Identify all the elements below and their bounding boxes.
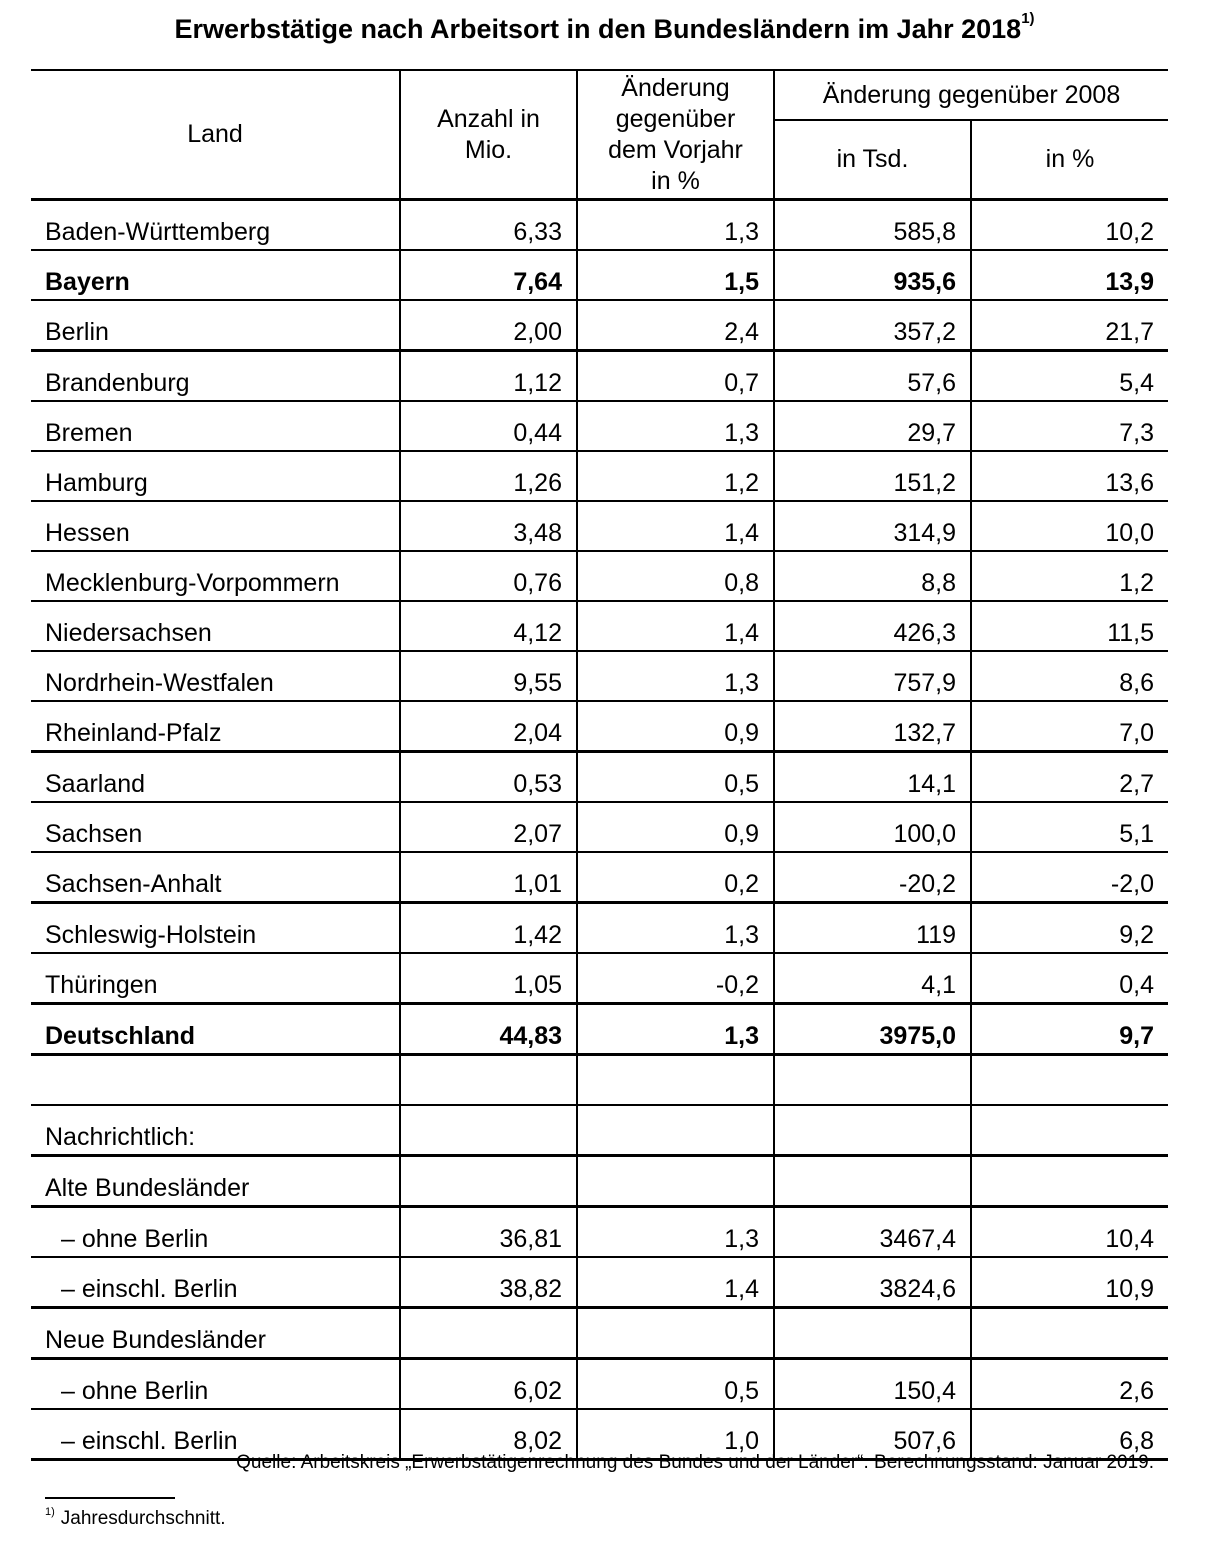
cell-vorjahr: 1,4 (577, 601, 774, 651)
header-pct: in % (971, 120, 1168, 200)
cell-anzahl: 1,26 (400, 451, 577, 501)
cell-land: Schleswig-Holstein (31, 903, 400, 954)
cell-vorjahr: 0,9 (577, 701, 774, 752)
cell-pct: 7,0 (971, 701, 1168, 752)
cell-pct: 13,6 (971, 451, 1168, 501)
table-row (31, 802, 1168, 852)
cell-vorjahr: 1,4 (577, 501, 774, 551)
cell-anzahl (400, 1156, 577, 1207)
cell-tsd: 14,1 (774, 752, 971, 803)
cell-tsd: 100,0 (774, 802, 971, 852)
footnote (45, 1508, 226, 1530)
cell-land: Nordrhein-Westfalen (31, 651, 400, 701)
table-row (31, 300, 1168, 351)
cell-vorjahr: -0,2 (577, 953, 774, 1004)
cell-pct: 10,9 (971, 1257, 1168, 1308)
table-row (31, 250, 1168, 300)
cell-anzahl: 0,44 (400, 401, 577, 451)
alte-ohne-row (31, 1207, 1168, 1258)
cell-tsd: 3975,0 (774, 1004, 971, 1055)
cell-pct: 8,6 (971, 651, 1168, 701)
title-text: Erwerbstätige nach Arbeitsort in den Bundesländern im Jahr 2018 (174, 14, 1022, 44)
cell-land: Sachsen (31, 802, 400, 852)
empty-row (31, 1055, 1168, 1106)
cell-tsd: 29,7 (774, 401, 971, 451)
cell-vorjahr: 0,5 (577, 1359, 774, 1410)
cell-tsd: 507,6 (774, 1409, 971, 1460)
page-title (0, 10, 1209, 45)
table-row (31, 953, 1168, 1004)
cell-land: – einschl. Berlin (31, 1257, 400, 1308)
cell-land: Neue Bundesländer (31, 1308, 400, 1359)
table-row (31, 752, 1168, 803)
table-row (31, 903, 1168, 954)
cell-anzahl: 2,04 (400, 701, 577, 752)
title-footnote-marker: 1) (1021, 10, 1035, 27)
table-body (31, 200, 1168, 1460)
cell-vorjahr: 2,4 (577, 300, 774, 351)
cell-pct: 2,7 (971, 752, 1168, 803)
cell-tsd: 357,2 (774, 300, 971, 351)
cell-tsd: 3824,6 (774, 1257, 971, 1308)
cell-anzahl: 0,53 (400, 752, 577, 803)
cell-anzahl: 8,02 (400, 1409, 577, 1460)
header-group-2008: Änderung gegenüber 2008 (774, 70, 1168, 120)
cell-land: Bremen (31, 401, 400, 451)
cell-anzahl: 38,82 (400, 1257, 577, 1308)
employment-table (31, 69, 1168, 1461)
cell-pct: 10,0 (971, 501, 1168, 551)
cell-vorjahr (577, 1105, 774, 1156)
cell-pct (971, 1156, 1168, 1207)
cell-anzahl: 6,33 (400, 200, 577, 251)
cell-tsd: -20,2 (774, 852, 971, 903)
cell-pct: -2,0 (971, 852, 1168, 903)
cell-pct: 13,9 (971, 250, 1168, 300)
cell-land: Hamburg (31, 451, 400, 501)
cell-tsd: 132,7 (774, 701, 971, 752)
cell-tsd (774, 1055, 971, 1106)
cell-pct: 10,4 (971, 1207, 1168, 1258)
total-row (31, 1004, 1168, 1055)
cell-vorjahr: 1,2 (577, 451, 774, 501)
cell-tsd (774, 1156, 971, 1207)
cell-anzahl: 1,01 (400, 852, 577, 903)
cell-tsd: 151,2 (774, 451, 971, 501)
cell-land: – ohne Berlin (31, 1359, 400, 1410)
cell-anzahl: 3,48 (400, 501, 577, 551)
table-row (31, 651, 1168, 701)
cell-anzahl: 4,12 (400, 601, 577, 651)
cell-land: Nachrichtlich: (31, 1105, 400, 1156)
cell-anzahl: 36,81 (400, 1207, 577, 1258)
cell-vorjahr: 0,5 (577, 752, 774, 803)
footnote-text: Jahresdurchschnitt. (60, 1508, 226, 1529)
cell-land (31, 1055, 400, 1106)
cell-vorjahr (577, 1156, 774, 1207)
cell-anzahl (400, 1308, 577, 1359)
cell-vorjahr: 1,3 (577, 1004, 774, 1055)
table-row (31, 401, 1168, 451)
cell-vorjahr (577, 1055, 774, 1106)
cell-pct (971, 1055, 1168, 1106)
header-vorjahr: Änderung gegenüber dem Vorjahr in % (577, 70, 774, 200)
cell-tsd (774, 1105, 971, 1156)
cell-vorjahr: 0,9 (577, 802, 774, 852)
cell-vorjahr: 0,8 (577, 551, 774, 601)
cell-pct: 11,5 (971, 601, 1168, 651)
table-row (31, 601, 1168, 651)
header-anzahl: Anzahl in Mio. (400, 70, 577, 200)
cell-anzahl: 1,12 (400, 351, 577, 402)
cell-pct (971, 1308, 1168, 1359)
cell-vorjahr: 0,7 (577, 351, 774, 402)
cell-land: Baden-Württemberg (31, 200, 400, 251)
cell-tsd: 935,6 (774, 250, 971, 300)
cell-land: – einschl. Berlin (31, 1409, 400, 1460)
table-row (31, 451, 1168, 501)
cell-anzahl: 1,05 (400, 953, 577, 1004)
cell-land: Sachsen-Anhalt (31, 852, 400, 903)
cell-anzahl: 7,64 (400, 250, 577, 300)
cell-land: Berlin (31, 300, 400, 351)
table-row (31, 501, 1168, 551)
cell-pct: 2,6 (971, 1359, 1168, 1410)
cell-tsd: 314,9 (774, 501, 971, 551)
cell-tsd: 3467,4 (774, 1207, 971, 1258)
cell-tsd: 57,6 (774, 351, 971, 402)
table-row (31, 701, 1168, 752)
cell-land: Mecklenburg-Vorpommern (31, 551, 400, 601)
cell-land: Hessen (31, 501, 400, 551)
table-row (31, 200, 1168, 251)
cell-tsd (774, 1308, 971, 1359)
cell-tsd: 8,8 (774, 551, 971, 601)
cell-anzahl: 44,83 (400, 1004, 577, 1055)
alte-einschl-row (31, 1257, 1168, 1308)
cell-vorjahr: 1,3 (577, 401, 774, 451)
footnote-divider (45, 1497, 175, 1499)
cell-vorjahr: 1,5 (577, 250, 774, 300)
cell-tsd: 426,3 (774, 601, 971, 651)
cell-tsd: 4,1 (774, 953, 971, 1004)
cell-vorjahr: 1,3 (577, 200, 774, 251)
cell-anzahl: 2,07 (400, 802, 577, 852)
cell-anzahl: 2,00 (400, 300, 577, 351)
cell-pct (971, 1105, 1168, 1156)
alte-label-row (31, 1156, 1168, 1207)
cell-land: Alte Bundesländer (31, 1156, 400, 1207)
cell-land: Niedersachsen (31, 601, 400, 651)
cell-tsd: 150,4 (774, 1359, 971, 1410)
neue-label-row (31, 1308, 1168, 1359)
table-row (31, 351, 1168, 402)
cell-land: Brandenburg (31, 351, 400, 402)
cell-land: Deutschland (31, 1004, 400, 1055)
cell-land: Bayern (31, 250, 400, 300)
cell-vorjahr (577, 1308, 774, 1359)
cell-vorjahr: 0,2 (577, 852, 774, 903)
cell-anzahl: 0,76 (400, 551, 577, 601)
neue-ohne-row (31, 1359, 1168, 1410)
cell-pct: 6,8 (971, 1409, 1168, 1460)
cell-pct: 21,7 (971, 300, 1168, 351)
header-tsd: in Tsd. (774, 120, 971, 200)
cell-vorjahr: 1,3 (577, 903, 774, 954)
cell-land: Rheinland-Pfalz (31, 701, 400, 752)
cell-vorjahr: 1,4 (577, 1257, 774, 1308)
cell-anzahl: 1,42 (400, 903, 577, 954)
cell-land: – ohne Berlin (31, 1207, 400, 1258)
memo-label-row (31, 1105, 1168, 1156)
cell-pct: 5,1 (971, 802, 1168, 852)
source-note: Quelle: Arbeitskreis „Erwerbstätigenrechnung des Bundes und der Länder“. Berechnungsstand: Januar 2019. (236, 1452, 1154, 1473)
cell-land: Saarland (31, 752, 400, 803)
cell-anzahl (400, 1105, 577, 1156)
cell-pct: 0,4 (971, 953, 1168, 1004)
cell-land: Thüringen (31, 953, 400, 1004)
footnote-marker: 1) (45, 1506, 55, 1518)
table-row (31, 852, 1168, 903)
cell-tsd: 119 (774, 903, 971, 954)
cell-vorjahr: 1,3 (577, 1207, 774, 1258)
cell-tsd: 757,9 (774, 651, 971, 701)
cell-pct: 10,2 (971, 200, 1168, 251)
header-land: Land (31, 70, 400, 200)
cell-anzahl: 9,55 (400, 651, 577, 701)
cell-anzahl: 6,02 (400, 1359, 577, 1410)
cell-pct: 5,4 (971, 351, 1168, 402)
cell-vorjahr: 1,0 (577, 1409, 774, 1460)
cell-pct: 9,7 (971, 1004, 1168, 1055)
cell-vorjahr: 1,3 (577, 651, 774, 701)
cell-pct: 1,2 (971, 551, 1168, 601)
cell-pct: 9,2 (971, 903, 1168, 954)
cell-tsd: 585,8 (774, 200, 971, 251)
table-row (31, 551, 1168, 601)
cell-pct: 7,3 (971, 401, 1168, 451)
cell-anzahl (400, 1055, 577, 1106)
